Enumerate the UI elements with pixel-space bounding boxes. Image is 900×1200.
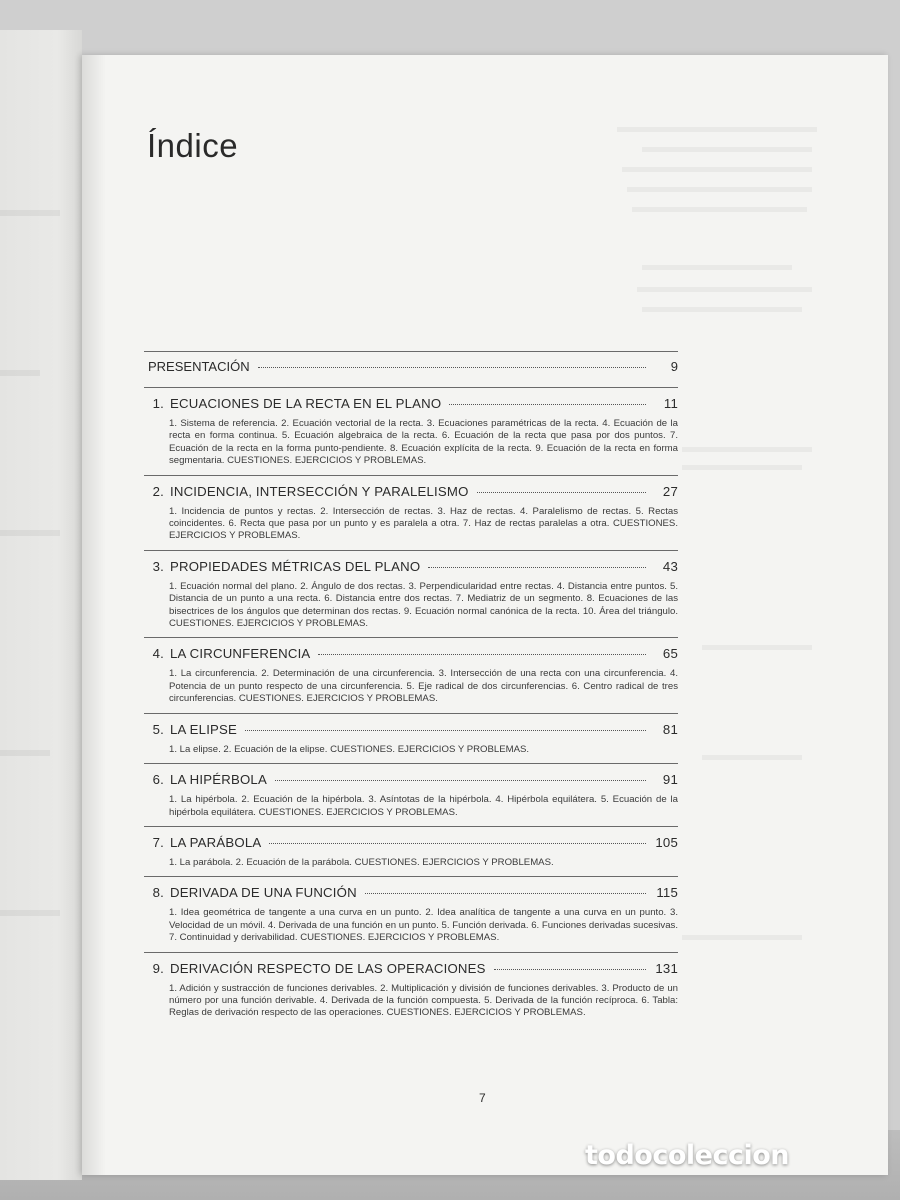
chapter-page: 65 <box>662 646 678 662</box>
chapter-number: 7. <box>152 834 164 850</box>
chapter-title: LA CIRCUNFERENCIA <box>170 646 311 662</box>
chapter-number: 1. <box>152 396 164 411</box>
chapter-page: 105 <box>655 834 678 850</box>
chapter-title: LA ELIPSE <box>170 721 238 737</box>
toc-entry-presentation <box>144 359 678 374</box>
chapter-contents: 1. Sistema de referencia. 2. Ecuación vectorial de la recta. 3. Ecuaciones paramétricas de la recta. 4. Ecuación de la recta en forma continua. 5. Ecuación algebraica de la recta. 6. Ecuación de la recta que pasa por dos puntos. 7. Ecuación de la recta en la forma punto-pendiente. 8. Ecuación explícita de la recta. 9. Ecuación de la recta en forma segmentaria. CUESTIONES. EJERCICIOS Y PROBLEMAS. <box>169 418 678 467</box>
table-of-contents <box>144 351 678 1027</box>
chapter-number: 3. <box>152 558 164 574</box>
chapter-number: 6. <box>152 772 164 788</box>
dot-leader <box>449 403 646 405</box>
dot-leader <box>477 491 646 493</box>
chapter-title: PROPIEDADES MÉTRICAS DEL PLANO <box>170 558 421 574</box>
dot-leader <box>269 842 646 844</box>
chapter-page: 27 <box>662 483 678 499</box>
book-page <box>82 55 888 1175</box>
chapter-contents: 1. La elipse. 2. Ecuación de la elipse. CUESTIONES. EJERCICIOS Y PROBLEMAS. <box>169 743 530 755</box>
toc-entry <box>144 877 678 951</box>
dot-leader <box>494 968 646 970</box>
chapter-number: 5. <box>152 721 164 737</box>
toc-entry-title: PRESENTACIÓN <box>148 359 250 374</box>
chapter-page: 43 <box>662 558 678 574</box>
dot-leader <box>258 366 646 368</box>
toc-entry <box>144 953 678 1027</box>
chapter-number: 9. <box>152 960 164 976</box>
chapter-title: LA PARÁBOLA <box>170 834 262 850</box>
dot-leader <box>275 779 646 781</box>
chapter-page: 11 <box>663 396 678 411</box>
chapter-title: LA HIPÉRBOLA <box>170 772 267 788</box>
toc-entry <box>144 764 678 826</box>
chapter-page: 131 <box>655 960 678 976</box>
toc-entry <box>144 638 678 712</box>
chapter-title: ECUACIONES DE LA RECTA EN EL PLANO <box>170 396 442 411</box>
chapter-page: 115 <box>656 885 678 901</box>
dot-leader <box>365 892 646 894</box>
chapter-title: DERIVACIÓN RESPECTO DE LAS OPERACIONES <box>170 960 486 976</box>
toc-entry-page: 9 <box>670 359 678 374</box>
chapter-page: 91 <box>662 772 678 788</box>
page-title: Índice <box>147 127 239 164</box>
chapter-number: 2. <box>152 483 164 499</box>
chapter-number: 8. <box>152 885 164 901</box>
watermark-logo <box>585 1140 789 1171</box>
dot-leader <box>318 653 646 655</box>
dot-leader <box>245 729 646 731</box>
watermark-text: todocoleccion <box>585 1140 789 1171</box>
toc-entry <box>144 476 678 550</box>
page-number: 7 <box>479 1091 486 1105</box>
chapter-title: DERIVADA DE UNA FUNCIÓN <box>170 885 357 901</box>
chapter-contents: 1. La parábola. 2. Ecuación de la parábola. CUESTIONES. EJERCICIOS Y PROBLEMAS. <box>169 856 554 868</box>
toc-entry <box>144 827 678 876</box>
divider <box>144 351 678 352</box>
previous-page-edge <box>0 30 82 1180</box>
toc-entry <box>144 714 678 763</box>
chapter-page: 81 <box>662 721 678 737</box>
toc-entry <box>144 388 678 475</box>
toc-entry <box>144 551 678 638</box>
chapter-contents: 1. Adición y sustracción de funciones derivables. 2. Multiplicación y división de funciones derivables. 3. Producto de un número por una función derivable. 4. Derivada de la función compuesta. 5. Derivada de la función recíproca. 6. Tabla: Reglas de derivación respecto de las operaciones. CUESTIONES. EJERCICIOS Y PROBLEMAS. <box>169 982 678 1019</box>
chapter-contents: 1. Incidencia de puntos y rectas. 2. Intersección de rectas. 3. Haz de rectas. 4. Paralelismo de rectas. 5. Rectas coincidentes. 6. Recta que pasa por un punto y es paralela a otra. 7. Haz de rectas paralelas a otra. CUESTIONES. EJERCICIOS Y PROBLEMAS. <box>169 505 678 542</box>
chapter-contents: 1. Ecuación normal del plano. 2. Ángulo de dos rectas. 3. Perpendicularidad entre rectas. 4. Distancia entre puntos. 5. Distancia de un punto a una recta. 6. Distancia entre dos rectas. 7. Mediatriz de un segmento. 8. Ecuaciones de las bisectrices de los ángulos que determinan dos rectas. 9. Ecuación normal canónica de la recta. 10. Área del triángulo. CUESTIONES. EJERCICIOS Y PROBLEMAS. <box>169 580 678 630</box>
chapter-number: 4. <box>152 646 164 662</box>
dot-leader <box>428 566 646 568</box>
chapter-contents: 1. La hipérbola. 2. Ecuación de la hipérbola. 3. Asíntotas de la hipérbola. 4. Hipérbola equilátera. 5. Ecuación de la hipérbola equilátera. CUESTIONES. EJERCICIOS Y PROBLEMAS. <box>169 794 678 818</box>
chapter-contents: 1. Idea geométrica de tangente a una curva en un punto. 2. Idea analítica de tangente a una curva en un punto. 3. Velocidad de un móvil. 4. Derivada de una función en un punto. 5. Función derivada. 6. Funciones derivadas sucesivas. 7. Continuidad y derivabilidad. CUESTIONES. EJERCICIOS Y PROBLEMAS. <box>169 907 678 944</box>
chapter-contents: 1. La circunferencia. 2. Determinación de una circunferencia. 3. Intersección de una recta con una circunferencia. 4. Potencia de un punto respecto de una circunferencia. 5. Eje radical de dos circunferencias. 6. Centro radical de tres circunferencias. CUESTIONES. EJERCICIOS Y PROBLEMAS. <box>169 668 678 705</box>
chapter-title: INCIDENCIA, INTERSECCIÓN Y PARALELISMO <box>170 483 469 499</box>
